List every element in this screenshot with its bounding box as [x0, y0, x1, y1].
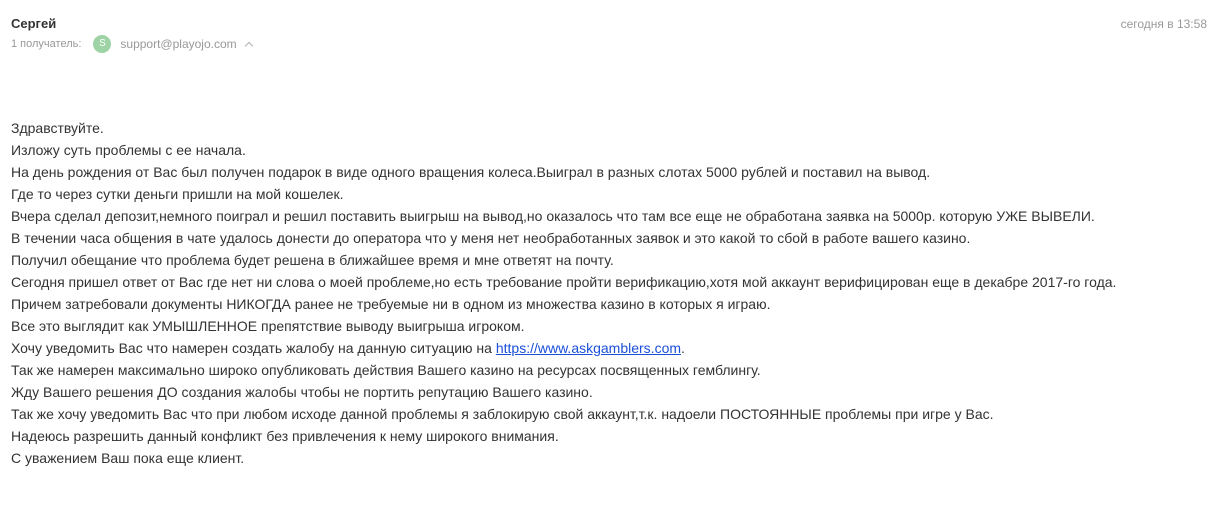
message-header	[11, 16, 1207, 56]
chevron-up-icon[interactable]	[244, 42, 252, 50]
complaint-suffix: .	[681, 340, 685, 356]
body-line: С уважением Ваш пока еще клиент.	[11, 450, 245, 466]
body-line: Надеюсь разрешить данный конфликт без привлечения к нему широкого внимания.	[11, 428, 559, 444]
body-line: Жду Вашего решения ДО создания жалобы чтобы не портить репутацию Вашего казино.	[11, 384, 593, 400]
body-line: Все это выглядит как УМЫШЛЕННОЕ препятствие выводу выигрыша игроком.	[11, 318, 525, 334]
complaint-text: Хочу уведомить Вас что намерен создать жалобу на данную ситуацию на	[11, 340, 496, 356]
body-line: В течении часа общения в чате удалось донести до оператора что у меня нет необработанных заявок и это какой то сбой в работе вашего казино.	[11, 230, 971, 246]
recipients-row	[11, 35, 252, 53]
complaint-line	[11, 337, 1211, 359]
body-line: Сегодня пришел ответ от Вас где нет ни слова о моей проблеме,но есть требование пройти верификацию,хотя мой аккаунт верифицирован еще в декабре 2017-го года.	[11, 274, 1117, 290]
body-line: Получил обещание что проблема будет решена в ближайшее время и мне ответят на почту.	[11, 252, 614, 268]
body-line: Так же намерен максимально широко опубликовать действия Вашего казино на ресурсах посвященных гемблингу.	[11, 362, 761, 378]
sender-name[interactable]: Сергей	[11, 16, 57, 31]
body-line: Так же хочу уведомить Вас что при любом исходе данной проблемы я заблокирую свой аккаунт,т.к. надоели ПОСТОЯННЫЕ проблемы при игре у Вас.	[11, 406, 994, 422]
body-line: Изложу суть проблемы с ее начала.	[11, 142, 246, 158]
askgamblers-link[interactable]: https://www.askgamblers.com	[495, 340, 682, 356]
body-line: Причем затребовали документы НИКОГДА ранее не требуемые ни в одном из множества казино в которых я играю.	[11, 296, 771, 312]
message-date: сегодня в 13:58	[1120, 17, 1207, 31]
recipient-avatar[interactable]: S	[93, 35, 111, 53]
body-line: Где то через сутки деньги пришли на мой кошелек.	[11, 186, 344, 202]
body-line: Здравствуйте.	[11, 120, 104, 136]
body-line: На день рождения от Вас был получен подарок в виде одного вращения колеса.Выиграл в разных слотах 5000 рублей и поставил на вывод.	[11, 164, 931, 180]
message-body	[11, 117, 1211, 469]
recipients-label: 1 получатель:	[11, 38, 82, 50]
recipient-email[interactable]: support@playojo.com	[120, 37, 237, 51]
body-line: Вчера сделал депозит,немного поиграл и решил поставить выигрыш на вывод,но оказалось что там все еще не обработана заявка на 5000р. которую УЖЕ ВЫВЕЛИ.	[11, 208, 1095, 224]
